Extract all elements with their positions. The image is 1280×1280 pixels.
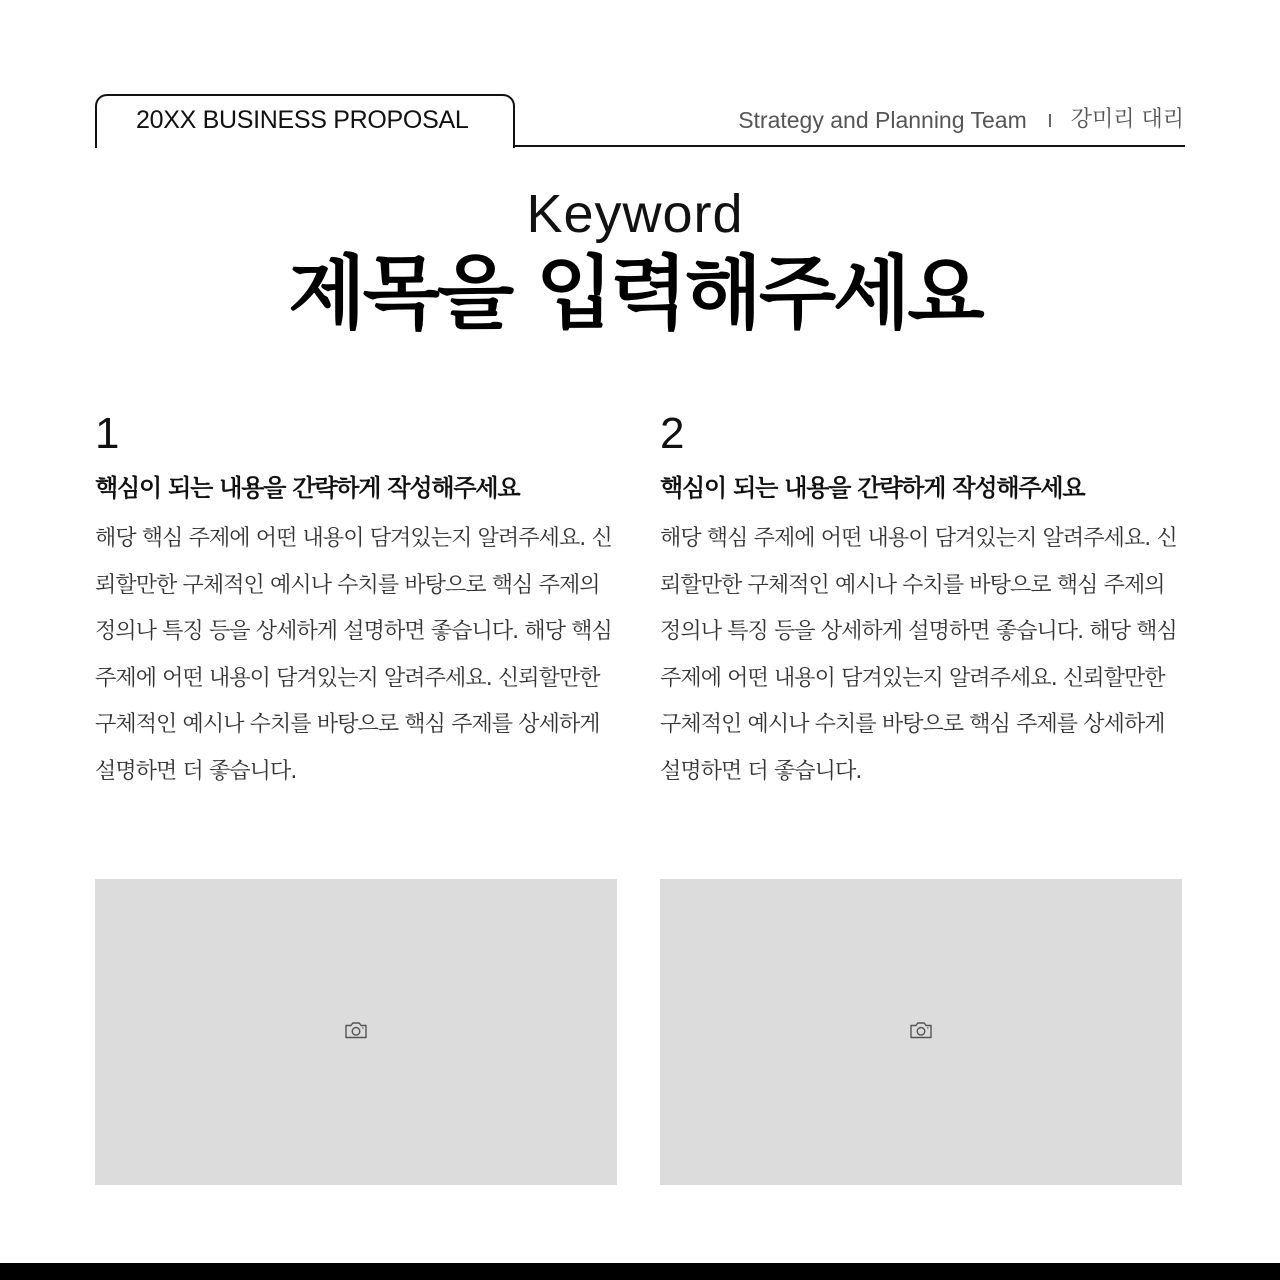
section-heading: 핵심이 되는 내용을 간략하게 작성해주세요 — [660, 474, 1085, 502]
image-placeholder-2[interactable] — [660, 879, 1182, 1185]
author-name: 강미리 대리 — [1070, 107, 1184, 132]
team-name: Strategy and Planning Team — [738, 107, 1027, 133]
page-title: 제목을 입력해주세요 — [288, 247, 982, 340]
keyword-label: Keyword — [526, 184, 744, 244]
header-divider — [513, 145, 1185, 147]
section-body: 해당 핵심 주제에 어떤 내용이 담겨있는지 알려주세요. 신뢰할만한 구체적인 예시나 수치를 바탕으로 핵심 주제의 정의나 특징 등을 상세하게 설명하면 좋습니다. 해당 핵심 주제에 어떤 내용이 담겨있는지 알려주세요. 신뢰할만한 구체적인 예시나 수치를 바탕으로 핵심 주제를 상세하게 설명하면 더 좋습니다. — [95, 526, 612, 784]
camera-icon — [909, 1020, 933, 1040]
camera-icon — [344, 1020, 368, 1040]
section-number: 1 — [95, 409, 120, 458]
proposal-label: 20XX BUSINESS PROPOSAL — [136, 106, 469, 134]
content-column-1 — [95, 408, 625, 795]
image-placeholder-1[interactable] — [95, 879, 617, 1185]
section-body: 해당 핵심 주제에 어떤 내용이 담겨있는지 알려주세요. 신뢰할만한 구체적인 예시나 수치를 바탕으로 핵심 주제의 정의나 특징 등을 상세하게 설명하면 좋습니다. 해당 핵심 주제에 어떤 내용이 담겨있는지 알려주세요. 신뢰할만한 구체적인 예시나 수치를 바탕으로 핵심 주제를 상세하게 설명하면 더 좋습니다. — [660, 526, 1177, 784]
section-number: 2 — [660, 409, 685, 458]
bottom-bar — [0, 1263, 1280, 1280]
content-column-2 — [660, 408, 1190, 795]
header-meta — [738, 104, 1184, 136]
separator — [1049, 114, 1051, 127]
section-heading: 핵심이 되는 내용을 간략하게 작성해주세요 — [95, 474, 520, 502]
